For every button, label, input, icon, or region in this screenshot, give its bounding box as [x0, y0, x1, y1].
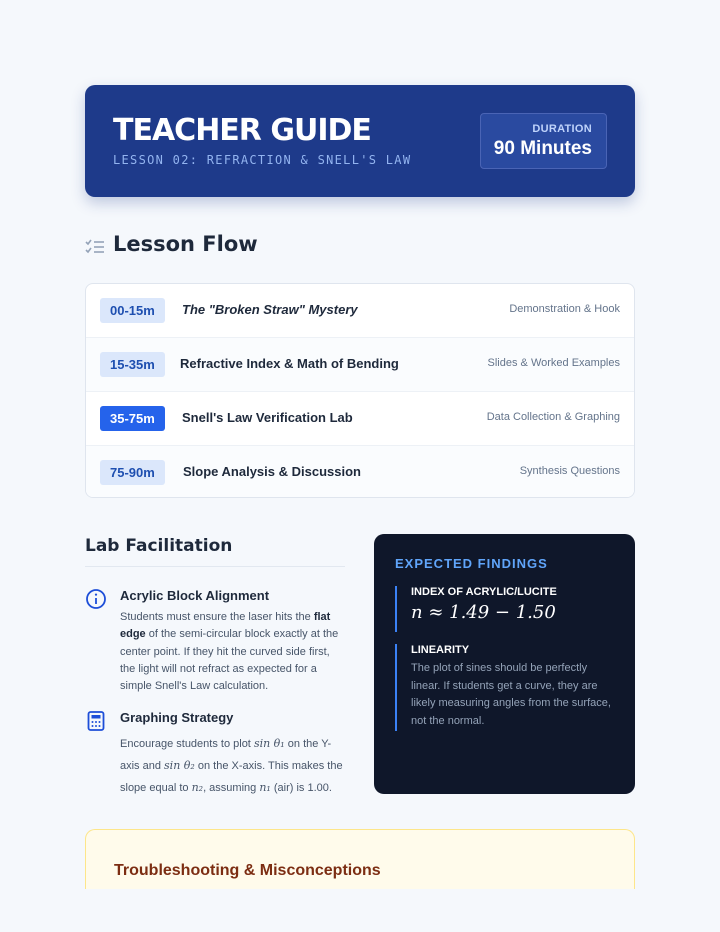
table-row — [86, 446, 634, 498]
row-title: Refractive Index & Math of Bending — [180, 356, 399, 371]
table-row — [86, 284, 634, 338]
tip-text: Students must ensure the laser hits the — [120, 611, 314, 623]
findings-title: EXPECTED FINDINGS — [395, 556, 548, 571]
page-fade — [0, 889, 720, 932]
finding-label: LINEARITY — [411, 644, 470, 656]
finding-label: INDEX OF ACRYLIC/LUCITE — [411, 586, 557, 598]
divider — [85, 566, 345, 567]
checklist-icon — [85, 238, 105, 256]
expected-findings-panel — [374, 534, 635, 794]
tip-title: Graphing Strategy — [120, 710, 234, 725]
row-description: Data Collection & Graphing — [486, 411, 620, 423]
row-title: The "Broken Straw" Mystery — [182, 302, 358, 317]
time-badge: 00-15m — [100, 298, 165, 323]
info-icon — [85, 588, 107, 610]
math-expression: n₂ — [191, 781, 204, 794]
row-description: Synthesis Questions — [519, 465, 620, 477]
time-badge: 15-35m — [100, 352, 165, 377]
index-value: n ≈ 1.49 − 1.50 — [411, 602, 556, 623]
tip-body — [120, 733, 348, 799]
finding-linearity — [395, 644, 615, 731]
duration-value: 90 Minutes — [493, 138, 592, 159]
lab-facilitation-title: Lab Facilitation — [85, 536, 233, 556]
tip-text: of the semi-circular block exactly at the center point. If they hit the curved side first, the light will not refract as expected for a simple Snell's Law calculation. — [120, 628, 339, 693]
finding-text: The plot of sines should be perfectly linear. If students get a curve, they are likely measuring angles from the surface, not the normal. — [411, 662, 611, 727]
time-badge-active: 35-75m — [100, 406, 165, 431]
table-row — [86, 338, 634, 392]
tip-graphing-strategy — [85, 708, 350, 798]
math-expression: sin θ₁ — [253, 737, 285, 750]
tip-title: Acrylic Block Alignment — [120, 588, 270, 603]
finding-index — [395, 586, 615, 632]
tip-text: , assuming — [203, 782, 260, 794]
time-badge: 75-90m — [100, 460, 165, 485]
lesson-flow-title: Lesson Flow — [113, 232, 258, 256]
row-description: Demonstration & Hook — [509, 303, 620, 315]
duration-label: DURATION — [532, 123, 592, 135]
lesson-subtitle: LESSON 02: REFRACTION & SNELL'S LAW — [113, 153, 412, 167]
row-title: Snell's Law Verification Lab — [182, 410, 353, 425]
tip-body — [120, 609, 348, 695]
duration-box — [480, 113, 607, 169]
tip-text: on the Y-axis and — [120, 738, 332, 772]
math-expression: sin θ₂ — [164, 759, 195, 772]
lesson-flow-table — [85, 283, 635, 498]
tip-text: Encourage students to plot — [120, 738, 254, 750]
page-title: TEACHER GUIDE — [113, 113, 371, 148]
tip-text: (air) is 1.00. — [270, 782, 332, 794]
table-row — [86, 392, 634, 446]
header-banner — [85, 85, 635, 197]
math-expression: n₁ — [259, 781, 271, 794]
row-title: Slope Analysis & Discussion — [183, 464, 361, 479]
tip-text-bold: flat edge — [120, 611, 331, 641]
tip-acrylic-alignment — [85, 586, 350, 696]
row-description: Slides & Worked Examples — [487, 357, 620, 369]
troubleshooting-title: Troubleshooting & Misconceptions — [114, 862, 381, 879]
calculator-icon — [85, 710, 107, 732]
tip-text: on the X-axis. This makes the slope equal to — [120, 760, 343, 794]
